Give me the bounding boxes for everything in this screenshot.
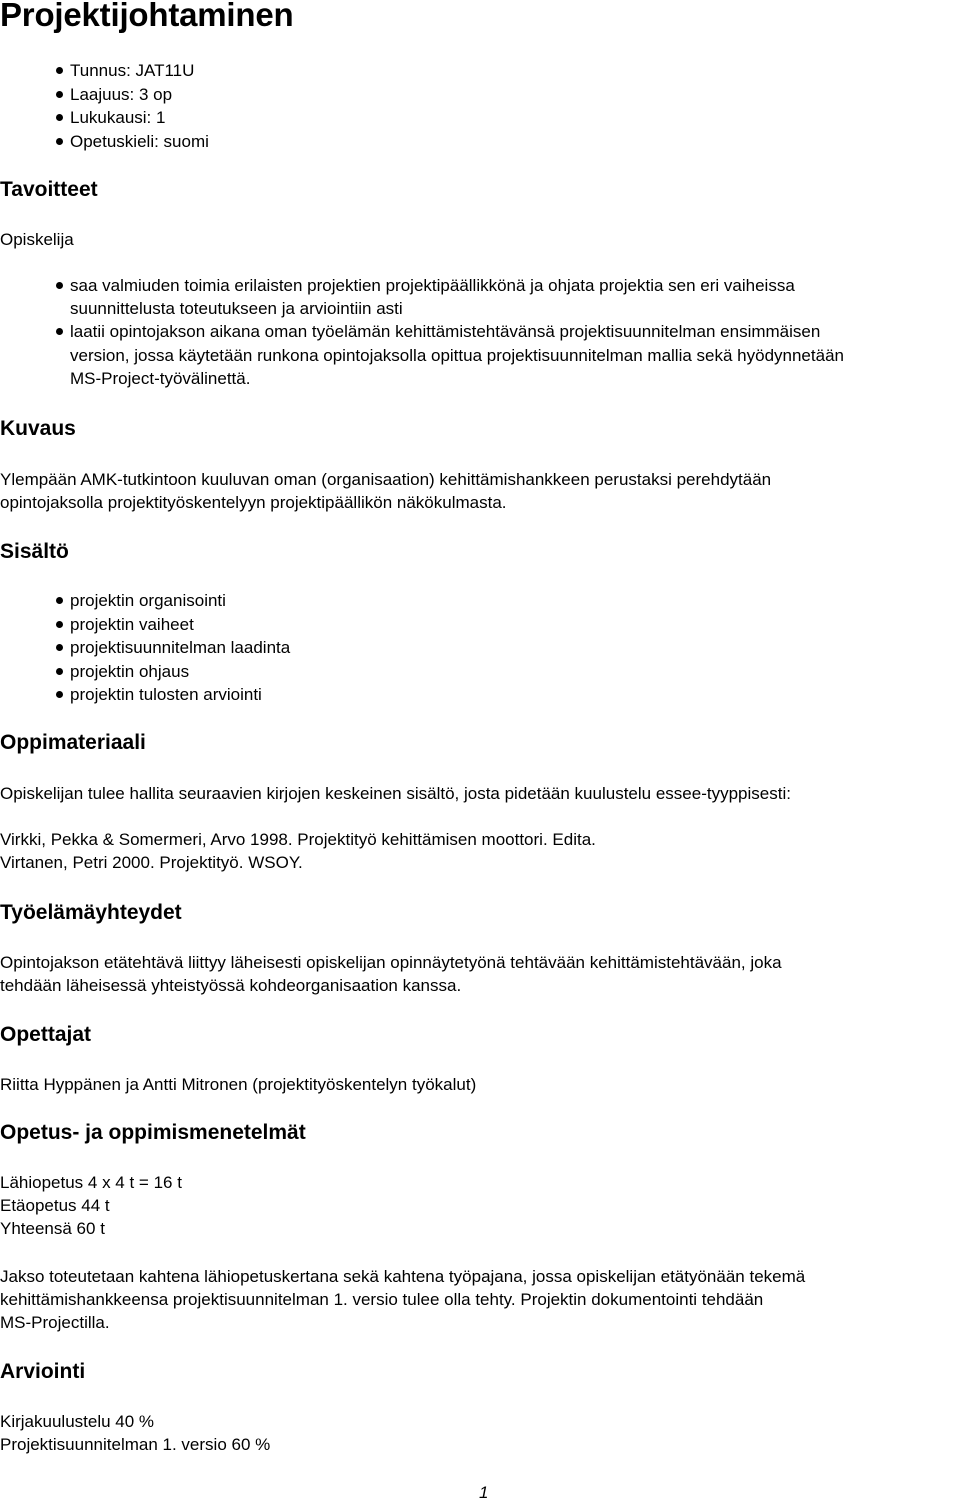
menetelmat-line-1: Jakso toteutetaan kahtena lähiopetuskertana sekä kahtena työpajana, jossa opiskelijan etätyönään tekemä: [0, 1267, 806, 1286]
tavoitteet-item-2-line-1: laatii opintojakson aikana oman työelämän kehittämistehtävänsä projektisuunnitelman ensimmäisen: [70, 322, 821, 342]
sisalto-item: projektin organisointi: [0, 589, 290, 613]
hours-item: Etäopetus 44 t: [0, 1196, 110, 1215]
heading-tyoelamayhteydet: Työelämäyhteydet: [0, 901, 182, 924]
book-item: Virtanen, Petri 2000. Projektityö. WSOY.: [0, 853, 303, 872]
heading-oppimateriaali: Oppimateriaali: [0, 731, 146, 754]
tyoelama-line-2: tehdään läheisessä yhteistyössä kohdeorganisaation kanssa.: [0, 976, 462, 995]
tavoitteet-intro: Opiskelija: [0, 230, 74, 249]
sisalto-item: projektin vaiheet: [0, 613, 290, 637]
page-title: Projektijohtaminen: [0, 0, 294, 33]
sisalto-item: projektin tulosten arviointi: [0, 683, 290, 707]
heading-opettajat: Opettajat: [0, 1023, 92, 1046]
tavoitteet-item-1-line-2: suunnittelusta toteutukseen ja arviointiin asti: [70, 299, 403, 319]
opettajat-text: Riitta Hyppänen ja Antti Mitronen (projektityöskentelyn työkalut): [0, 1075, 477, 1094]
tyoelama-line-1: Opintojakson etätehtävä liittyy läheisesti opiskelijan opinnäytetyönä tehtävään kehittämistehtävään, joka: [0, 953, 782, 972]
heading-menetelmat: Opetus- ja oppimismenetelmät: [0, 1121, 306, 1144]
oppimateriaali-intro: Opiskelijan tulee hallita seuraavien kirjojen keskeinen sisältö, josta pidetään kuulustelu essee-tyyppisesti:: [0, 784, 791, 803]
kuvaus-line-1: Ylempään AMK-tutkintoon kuuluvan oman (organisaation) kehittämishankkeen perustaksi perehdytään: [0, 470, 772, 489]
arviointi-item: Projektisuunnitelman 1. versio 60 %: [0, 1435, 271, 1454]
sisalto-item: projektisuunnitelman laadinta: [0, 636, 290, 660]
heading-kuvaus: Kuvaus: [0, 417, 76, 440]
tavoitteet-item-2-line-2: version, jossa käytetään runkona opintojaksolla opittua projektisuunnitelman mallia sekä hyödynnetään: [70, 345, 844, 365]
sisalto-item: projektin ohjaus: [0, 660, 290, 684]
tavoitteet-item-1-line-1: saa valmiuden toimia erilaisten projektien projektipäällikkönä ja ohjata projektia sen eri vaiheissa: [70, 276, 795, 295]
meta-item-credits: Laajuus: 3 op: [0, 83, 209, 107]
meta-item-code: Tunnus: JAT11U: [0, 59, 209, 83]
kuvaus-line-2: opintojaksolla projektityöskentelyyn projektipäällikön näkökulmasta.: [0, 493, 507, 512]
heading-sisalto: Sisältö: [0, 540, 69, 563]
menetelmat-line-3: MS-Projectilla.: [0, 1313, 110, 1332]
hours-item: Yhteensä 60 t: [0, 1219, 105, 1238]
tavoitteet-item-2: [0, 320, 844, 390]
hours-item: Lähiopetus 4 x 4 t = 16 t: [0, 1173, 182, 1192]
arviointi-item: Kirjakuulustelu 40 %: [0, 1412, 155, 1431]
course-meta-list: [0, 59, 209, 153]
meta-item-term: Lukukausi: 1: [0, 106, 209, 130]
book-item: Virkki, Pekka & Somermeri, Arvo 1998. Projektityö kehittämisen moottori. Edita.: [0, 830, 596, 849]
meta-item-language: Opetuskieli: suomi: [0, 130, 209, 154]
heading-arviointi: Arviointi: [0, 1360, 86, 1383]
tavoitteet-list: [0, 274, 844, 390]
tavoitteet-item-2-line-3: MS-Project-työvälinettä.: [70, 368, 251, 388]
heading-tavoitteet: Tavoitteet: [0, 178, 98, 201]
tavoitteet-item-1: [0, 274, 844, 320]
page-number: 1: [479, 1483, 489, 1502]
menetelmat-line-2: kehittämishankkeensa projektisuunnitelman 1. versio tulee olla tehty. Projektin dokumentointi tehdään: [0, 1290, 764, 1309]
sisalto-list: [0, 589, 290, 707]
